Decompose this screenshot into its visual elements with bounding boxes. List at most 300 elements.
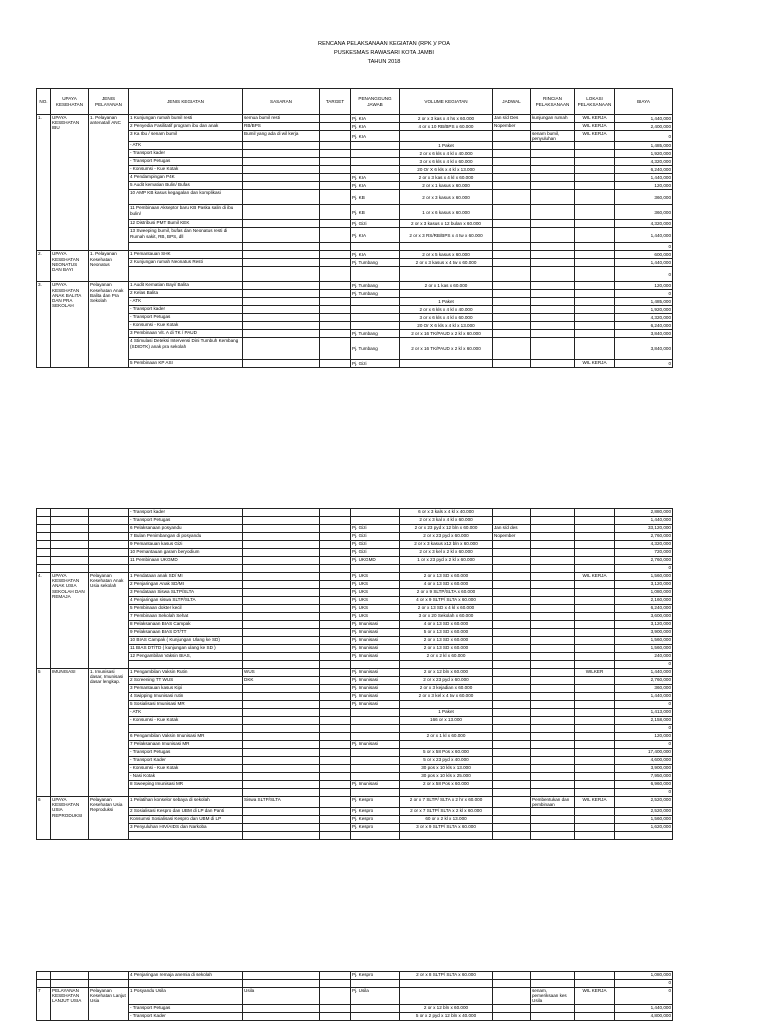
jenis-number: 1. <box>90 115 94 120</box>
volume-kegiatan: 2 or x 8 SLTP/ SLTA x 60.000 <box>400 972 493 980</box>
table-row <box>37 781 673 789</box>
jadwal <box>493 150 531 158</box>
lokasi-pelaksanaan <box>575 808 615 816</box>
target <box>320 131 351 142</box>
jenis-kegiatan <box>129 725 243 733</box>
volume-kegiatan: 2 or x 3 kasus x 12 bulan x 60.000 <box>400 220 493 228</box>
jenis-pelayanan <box>89 525 129 533</box>
jenis-kegiatan: 1 Posyandu Usila <box>129 988 243 1005</box>
jenis-kegiatan: 6 Pengambilan Vaksin Imunisasi MR <box>129 733 243 741</box>
target <box>320 115 351 123</box>
jenis-kegiatan: 8 Pelaksanaan BIAS Campak <box>129 621 243 629</box>
table-row <box>37 330 673 338</box>
section-number <box>37 549 51 557</box>
penanggung-jawab: Pj. UKS <box>351 589 400 597</box>
jenis-pelayanan <box>89 282 129 368</box>
volume-kegiatan: 2 or x 3 kasus x12 bln x 60.000 <box>400 541 493 549</box>
lokasi-pelaksanaan <box>575 653 615 661</box>
table-row <box>37 314 673 322</box>
rincian-pelaksanaan <box>531 182 575 190</box>
volume-kegiatan: 2 or x 1 kasus x 60.000 <box>400 182 493 190</box>
table-row <box>37 709 673 717</box>
sasaran <box>243 709 320 717</box>
lokasi-pelaksanaan <box>575 765 615 773</box>
biaya: 2,160,000 <box>615 597 673 605</box>
rincian-pelaksanaan <box>531 190 575 205</box>
lokasi-pelaksanaan <box>575 565 615 573</box>
volume-kegiatan: 2 or x 9 SLTP/SLTA x 60.000 <box>400 589 493 597</box>
table-row <box>37 306 673 314</box>
volume-kegiatan: 2 or x 3 kel x 4 tw x 60.000 <box>400 693 493 701</box>
jadwal <box>493 306 531 314</box>
jadwal <box>493 314 531 322</box>
sasaran <box>243 158 320 166</box>
penanggung-jawab <box>351 757 400 765</box>
table-row <box>37 322 673 330</box>
lokasi-pelaksanaan <box>575 517 615 525</box>
volume-kegiatan: 2 or x 3 RS/RB/BPS x 4 tw x 60.000 <box>400 228 493 243</box>
jadwal <box>493 645 531 653</box>
penanggung-jawab: Pj. Kespro <box>351 797 400 808</box>
sasaran <box>243 573 320 581</box>
jenis-pelayanan <box>89 972 129 980</box>
biaya: 0 <box>615 789 673 797</box>
lokasi-pelaksanaan <box>575 166 615 174</box>
volume-kegiatan: 5 or x 58 Pos x 60.000 <box>400 749 493 757</box>
jenis-kegiatan: 3 Pendataan Siswa SLTP/SLTA <box>129 589 243 597</box>
target <box>320 1004 351 1012</box>
jadwal: Jan s/d Des <box>493 115 531 123</box>
biaya: 3,600,000 <box>615 613 673 621</box>
penanggung-jawab: Pj. Gizi <box>351 360 400 368</box>
table-row <box>37 115 673 123</box>
biaya: 240,000 <box>615 653 673 661</box>
target <box>320 613 351 621</box>
lokasi-pelaksanaan <box>575 701 615 709</box>
rincian-pelaksanaan <box>531 1012 575 1020</box>
table-row <box>37 669 673 677</box>
sasaran <box>243 267 320 282</box>
lokasi-pelaksanaan <box>575 220 615 228</box>
lokasi-pelaksanaan: WIL KERJA <box>575 123 615 131</box>
rincian-pelaksanaan <box>531 824 575 832</box>
sasaran <box>243 581 320 589</box>
column-header: NO. <box>37 89 51 115</box>
target <box>320 733 351 741</box>
jenis-kegiatan: - Transport Kader <box>129 1012 243 1020</box>
rincian-pelaksanaan <box>531 717 575 725</box>
jenis-kegiatan: - Transport Kader <box>129 757 243 765</box>
target <box>320 808 351 816</box>
table-row <box>37 701 673 709</box>
penanggung-jawab: Pj. Imunisasi <box>351 629 400 637</box>
column-header: JADWAL <box>493 89 531 115</box>
rincian-pelaksanaan <box>531 589 575 597</box>
upaya-kesehatan: IMUNISASI <box>51 669 89 797</box>
jadwal <box>493 613 531 621</box>
penanggung-jawab: Pj. Tumbang <box>351 282 400 290</box>
sasaran <box>243 808 320 816</box>
biaya: 2,520,000 <box>615 808 673 816</box>
target <box>320 581 351 589</box>
rincian-pelaksanaan <box>531 653 575 661</box>
section-number <box>37 557 51 565</box>
target <box>320 781 351 789</box>
penanggung-jawab <box>351 773 400 781</box>
lokasi-pelaksanaan <box>575 613 615 621</box>
jenis-kegiatan: 10 Pemantauan garam beryodium <box>129 549 243 557</box>
sasaran <box>243 725 320 733</box>
rpk-table-page-1 <box>36 88 673 368</box>
sasaran <box>243 685 320 693</box>
lokasi-pelaksanaan <box>575 182 615 190</box>
biaya: 120,000 <box>615 733 673 741</box>
jadwal <box>493 259 531 267</box>
jadwal <box>493 290 531 298</box>
lokasi-pelaksanaan <box>575 298 615 306</box>
sasaran <box>243 290 320 298</box>
jenis-kegiatan: 7 Pelaksanaan Imunisasi MR <box>129 741 243 749</box>
volume-kegiatan: 2 or x 3 kel x 2 kl x 60.000 <box>400 549 493 557</box>
lokasi-pelaksanaan <box>575 290 615 298</box>
biaya: 0 <box>615 290 673 298</box>
sasaran <box>243 220 320 228</box>
penanggung-jawab: Pj. UKS <box>351 581 400 589</box>
rincian-pelaksanaan <box>531 290 575 298</box>
biaya: 2,760,000 <box>615 533 673 541</box>
target <box>320 685 351 693</box>
volume-kegiatan: 1 or x 6 kasus x 60.000 <box>400 205 493 220</box>
volume-kegiatan: 1 Paket <box>400 142 493 150</box>
jenis-kegiatan: - ATK <box>129 142 243 150</box>
rincian-pelaksanaan <box>531 150 575 158</box>
penanggung-jawab <box>351 150 400 158</box>
table-row <box>37 158 673 166</box>
rincian-pelaksanaan <box>531 533 575 541</box>
jadwal <box>493 988 531 1005</box>
table-row <box>37 251 673 259</box>
volume-kegiatan <box>400 988 493 1005</box>
lokasi-pelaksanaan: WIL KERJA <box>575 797 615 808</box>
lokasi-pelaksanaan <box>575 733 615 741</box>
penanggung-jawab: Pj. KIA <box>351 182 400 190</box>
volume-kegiatan: 2 or x 3 kasus x 60.000 <box>400 190 493 205</box>
lokasi-pelaksanaan <box>575 282 615 290</box>
rincian-pelaksanaan <box>531 166 575 174</box>
jenis-kegiatan: Konsumsi Sosialisasi Kespro dan UBM di LP <box>129 816 243 824</box>
biaya: 0 <box>615 267 673 282</box>
biaya: 3,840,000 <box>615 330 673 338</box>
biaya: 3,120,000 <box>615 621 673 629</box>
table-row <box>37 629 673 637</box>
volume-kegiatan: 2 or x 7 SLTP/ SLTA x 2 kl x 60.000 <box>400 808 493 816</box>
volume-kegiatan <box>400 832 493 840</box>
jenis-pelayanan: Pelayanan Kesehatan Lanjut Usia <box>89 988 129 1021</box>
sasaran <box>243 717 320 725</box>
biaya: 720,000 <box>615 549 673 557</box>
lokasi-pelaksanaan: WIL KERJA <box>575 988 615 1005</box>
section-number <box>37 980 51 988</box>
rincian-pelaksanaan <box>531 174 575 182</box>
lokasi-pelaksanaan <box>575 605 615 613</box>
penanggung-jawab: Pj. UKGMD <box>351 557 400 565</box>
sasaran <box>243 613 320 621</box>
jenis-number: 1. <box>90 251 94 257</box>
jenis-kegiatan: - Konsumsi - Kue Kotak <box>129 717 243 725</box>
volume-kegiatan: 3 or x 9 SLTP/ SLTA x 60.000 <box>400 824 493 832</box>
jenis-kegiatan: 4 Stimulasi Deteksi Intervensi Dini Tumbuh Kembang (SDIDTK) anak pra sekolah <box>129 338 243 360</box>
target <box>320 322 351 330</box>
jadwal <box>493 832 531 840</box>
jenis-kegiatan: 8 Sweeping Imunisasi MR <box>129 781 243 789</box>
target <box>320 972 351 980</box>
target <box>320 267 351 282</box>
volume-kegiatan: 2 or x 6 kls x 4 kl x 40.000 <box>400 306 493 314</box>
lokasi-pelaksanaan <box>575 509 615 517</box>
jadwal <box>493 725 531 733</box>
jadwal <box>493 605 531 613</box>
section-number <box>37 509 51 517</box>
sasaran <box>243 541 320 549</box>
volume-kegiatan <box>400 725 493 733</box>
volume-kegiatan <box>400 789 493 797</box>
lokasi-pelaksanaan <box>575 1012 615 1020</box>
jadwal <box>493 661 531 669</box>
target <box>320 701 351 709</box>
volume-kegiatan: 2 or x 16 TK/PAUD x 2 kl x 60.000 <box>400 330 493 338</box>
biaya: 1,440,000 <box>615 1004 673 1012</box>
volume-kegiatan: 30 pos x 10 kls x 25.000 <box>400 773 493 781</box>
lokasi-pelaksanaan <box>575 581 615 589</box>
lokasi-pelaksanaan <box>575 832 615 840</box>
sasaran <box>243 653 320 661</box>
penanggung-jawab <box>351 832 400 840</box>
column-header: TARGET <box>320 89 351 115</box>
rincian-pelaksanaan <box>531 613 575 621</box>
penanggung-jawab <box>351 1004 400 1012</box>
jenis-kegiatan: - Transport kader <box>129 306 243 314</box>
sasaran <box>243 832 320 840</box>
sasaran <box>243 306 320 314</box>
sasaran <box>243 322 320 330</box>
table-row <box>37 150 673 158</box>
penanggung-jawab: Pj. Gizi <box>351 220 400 228</box>
target <box>320 533 351 541</box>
jenis-kegiatan: 7 Pembinaan Sekolah Sehat <box>129 613 243 621</box>
biaya: 1,440,000 <box>615 115 673 123</box>
penanggung-jawab: Pj. Tumbang <box>351 338 400 360</box>
sasaran <box>243 282 320 290</box>
table-row <box>37 228 673 243</box>
penanggung-jawab: Pj. KB <box>351 190 400 205</box>
target <box>320 166 351 174</box>
penanggung-jawab: Pj. KIA <box>351 123 400 131</box>
jenis-pelayanan <box>89 565 129 573</box>
jenis-kegiatan: 4 Pendampingan P4K <box>129 174 243 182</box>
volume-kegiatan <box>400 360 493 368</box>
lokasi-pelaksanaan <box>575 306 615 314</box>
jenis-kegiatan: 11 BIAS DT/TD ( kunjungan ulang ke SD ) <box>129 645 243 653</box>
sasaran <box>243 142 320 150</box>
biaya: 0 <box>615 980 673 988</box>
volume-kegiatan: 2 or x 1 kl x 60.000 <box>400 733 493 741</box>
biaya: 3,840,000 <box>615 338 673 360</box>
biaya: 1,440,000 <box>615 259 673 267</box>
column-header: RINCIAN PELAKSANAAN <box>531 89 575 115</box>
table-row <box>37 166 673 174</box>
volume-kegiatan: 2 or x 7 SLTP/ SLTA x 2 hr x 60.000 <box>400 797 493 808</box>
jadwal <box>493 677 531 685</box>
rincian-pelaksanaan <box>531 808 575 816</box>
rincian-pelaksanaan <box>531 832 575 840</box>
rincian-pelaksanaan <box>531 741 575 749</box>
section-number <box>37 972 51 980</box>
lokasi-pelaksanaan <box>575 621 615 629</box>
sasaran <box>243 565 320 573</box>
sasaran <box>243 259 320 267</box>
upaya-kesehatan: UPAYA KESEHATAN IBU <box>51 115 89 251</box>
target <box>320 597 351 605</box>
section-number <box>37 517 51 525</box>
penanggung-jawab: Pj. Tumbang <box>351 290 400 298</box>
jenis-kegiatan: - Transport Petugas <box>129 158 243 166</box>
sasaran: DKK <box>243 677 320 685</box>
jenis-kegiatan: 1 Pemantauan SHK <box>129 251 243 259</box>
volume-kegiatan: 60 or x 2 kl x 13.000 <box>400 816 493 824</box>
volume-kegiatan: 2 or x 3 kas x 4 hs x 60.000 <box>400 115 493 123</box>
target <box>320 773 351 781</box>
biaya: 1,920,000 <box>615 306 673 314</box>
table-row <box>37 988 673 1005</box>
rincian-pelaksanaan <box>531 781 575 789</box>
biaya: 4,320,000 <box>615 314 673 322</box>
rincian-pelaksanaan <box>531 693 575 701</box>
table-row <box>37 525 673 533</box>
lokasi-pelaksanaan <box>575 251 615 259</box>
penanggung-jawab: Pj. Imunisasi <box>351 685 400 693</box>
target <box>320 541 351 549</box>
sasaran <box>243 824 320 832</box>
biaya: 0 <box>615 360 673 368</box>
biaya: 6,240,000 <box>615 605 673 613</box>
target <box>320 637 351 645</box>
target <box>320 629 351 637</box>
jenis-kegiatan <box>129 243 243 251</box>
penanggung-jawab <box>351 765 400 773</box>
jadwal <box>493 749 531 757</box>
biaya: 1,440,000 <box>615 174 673 182</box>
penanggung-jawab <box>351 267 400 282</box>
biaya: 2,158,000 <box>615 717 673 725</box>
biaya: 1,485,000 <box>615 142 673 150</box>
jenis-kegiatan: - ATK <box>129 298 243 306</box>
jenis-kegiatan: 2 Penjaringan Anak SD/MI <box>129 581 243 589</box>
jadwal <box>493 517 531 525</box>
table-row <box>37 980 673 988</box>
rincian-pelaksanaan <box>531 765 575 773</box>
jenis-kegiatan: 4 Swipping Imunisasi rutin <box>129 693 243 701</box>
biaya: 0 <box>615 565 673 573</box>
upaya-kesehatan: PELAYANAN KESEHATAN LANJUT USIA <box>51 988 89 1021</box>
target <box>320 314 351 322</box>
target <box>320 824 351 832</box>
jenis-kegiatan: 1 Pengambilan Vaksin Rutin <box>129 669 243 677</box>
penanggung-jawab <box>351 565 400 573</box>
jenis-label: Pelayanan antenatal/ ANC <box>90 115 121 126</box>
lokasi-pelaksanaan <box>575 557 615 565</box>
sasaran <box>243 549 320 557</box>
target <box>320 298 351 306</box>
column-header: JENIS PELAYANAN <box>89 89 129 115</box>
jadwal: Jan s/d des <box>493 525 531 533</box>
section-number: 5 <box>37 669 51 797</box>
target <box>320 589 351 597</box>
jenis-kegiatan: 2 Penyedia Fasilitatif program ibu dan anak <box>129 123 243 131</box>
sasaran <box>243 773 320 781</box>
table-row <box>37 557 673 565</box>
lokasi-pelaksanaan <box>575 533 615 541</box>
lokasi-pelaksanaan <box>575 773 615 781</box>
volume-kegiatan: 5 or x 23 pyd x 40.000 <box>400 757 493 765</box>
penanggung-jawab: Pj. UKS <box>351 597 400 605</box>
sasaran <box>243 298 320 306</box>
jadwal <box>493 808 531 816</box>
target <box>320 789 351 797</box>
table-row <box>37 131 673 142</box>
table-row <box>37 174 673 182</box>
lokasi-pelaksanaan <box>575 549 615 557</box>
volume-kegiatan: 2 or x 23 pyd x 60.000 <box>400 677 493 685</box>
rpk-table-page-2 <box>36 508 673 840</box>
penanggung-jawab: Pj. Imunisasi <box>351 741 400 749</box>
biaya: 3,900,000 <box>615 629 673 637</box>
volume-kegiatan <box>400 741 493 749</box>
jenis-kegiatan: 3 Pembinaan Vit. A di TK / PAUD <box>129 330 243 338</box>
penanggung-jawab <box>351 298 400 306</box>
jenis-kegiatan: - ATK <box>129 709 243 717</box>
target <box>320 517 351 525</box>
volume-kegiatan: 2 or x 3 kas x 4 kl x 60.000 <box>400 174 493 182</box>
volume-kegiatan: 2 or x 1 kas x 60.000 <box>400 282 493 290</box>
volume-kegiatan: 4 or x 10 RB/BPS x 60.000 <box>400 123 493 131</box>
penanggung-jawab <box>351 725 400 733</box>
jenis-kegiatan <box>129 789 243 797</box>
penanggung-jawab <box>351 749 400 757</box>
penanggung-jawab: Pj. Gizi <box>351 549 400 557</box>
volume-kegiatan: 2 or x 23 pyd x 12 bln x 60.000 <box>400 525 493 533</box>
rincian-pelaksanaan <box>531 565 575 573</box>
document-title: RENCANA PELAKSANAAN KEGIATAN (RPK )/ POA <box>318 41 450 47</box>
biaya: 1,440,000 <box>615 669 673 677</box>
sasaran <box>243 360 320 368</box>
rincian-pelaksanaan <box>531 541 575 549</box>
section-number: 4. <box>37 573 51 669</box>
jadwal <box>493 243 531 251</box>
lokasi-pelaksanaan <box>575 629 615 637</box>
jadwal: Nopember <box>493 533 531 541</box>
penanggung-jawab <box>351 717 400 725</box>
lokasi-pelaksanaan <box>575 741 615 749</box>
jadwal <box>493 741 531 749</box>
penanggung-jawab <box>351 243 400 251</box>
biaya: 2,400,000 <box>615 123 673 131</box>
table-row <box>37 757 673 765</box>
table-row <box>37 677 673 685</box>
sasaran <box>243 980 320 988</box>
jenis-kegiatan: 11 Pembinaan Akseptor baru KB Paska salin di ibu bulin/ <box>129 205 243 220</box>
penanggung-jawab: Pj. Tumbang <box>351 330 400 338</box>
penanggung-jawab <box>351 142 400 150</box>
